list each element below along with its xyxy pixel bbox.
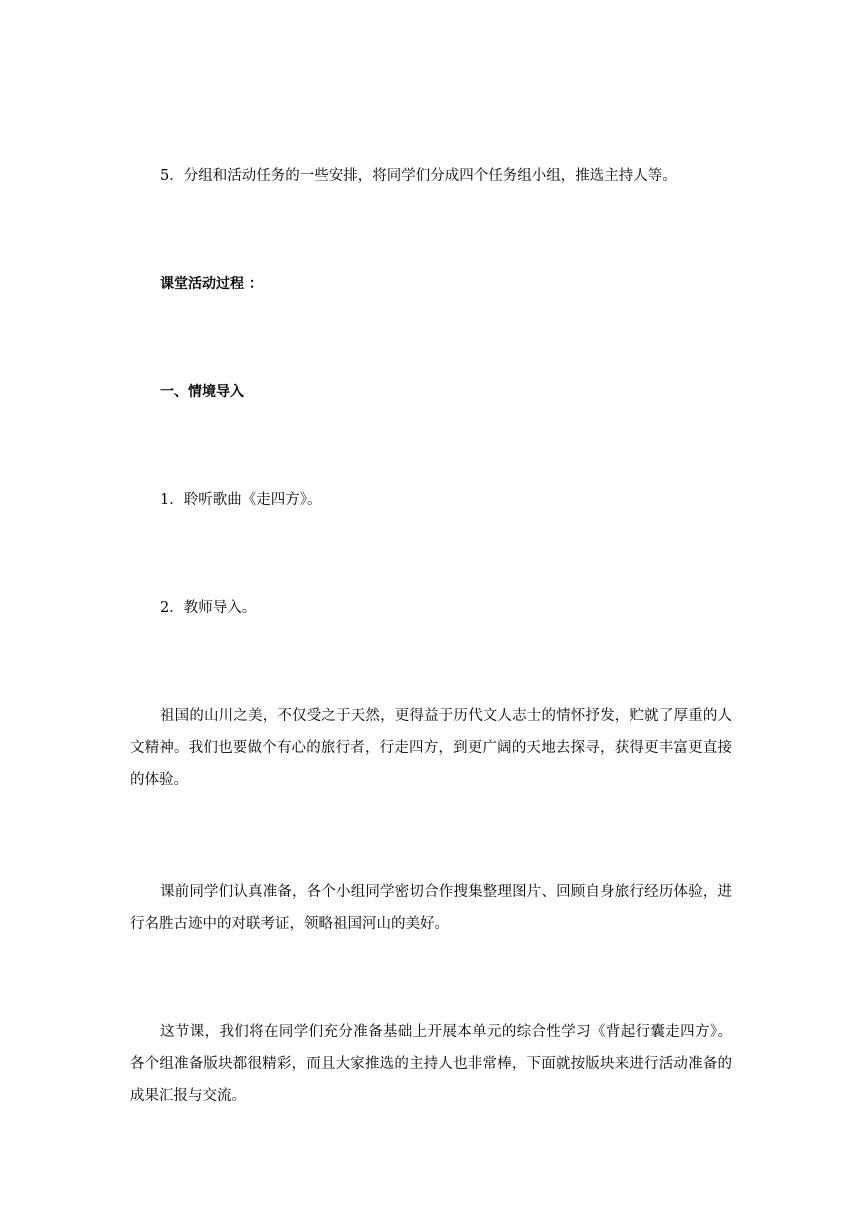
process-heading: 课堂活动过程 ： — [160, 276, 263, 292]
paragraph-step-2: 2．教师导入。 — [160, 600, 257, 616]
paragraph-lesson: 这节课，我们将在同学们充分准备基础上开展本单元的综合性学习《背起行囊走四方》。各个组准备版块都很精彩，而且大家推选的主持人也非常棒，下面就按版块来进行活动准备的成果汇报与交流。 — [130, 1024, 732, 1104]
paragraph-step-1: 1．聆听歌曲《走四方》。 — [160, 492, 322, 508]
paragraph-preparation: 课前同学们认真准备，各个小组同学密切合作搜集整理图片、回顾自身旅行经历体验，进行名胜古迹中的对联考证，领略祖国河山的美好。 — [130, 884, 732, 932]
paragraph-item-5: 5．分组和活动任务的一些安排，将同学们分成四个任务组小组，推选主持人等。 — [160, 168, 677, 184]
section-heading-situation-intro: 一、情境导入 — [160, 384, 244, 400]
paragraph-intro: 祖国的山川之美，不仅受之于天然，更得益于历代文人志士的情怀抒发，贮就了厚重的人文精神。我们也要做个有心的旅行者，行走四方，到更广阔的天地去探寻，获得更丰富更直接的体验。 — [130, 708, 732, 788]
